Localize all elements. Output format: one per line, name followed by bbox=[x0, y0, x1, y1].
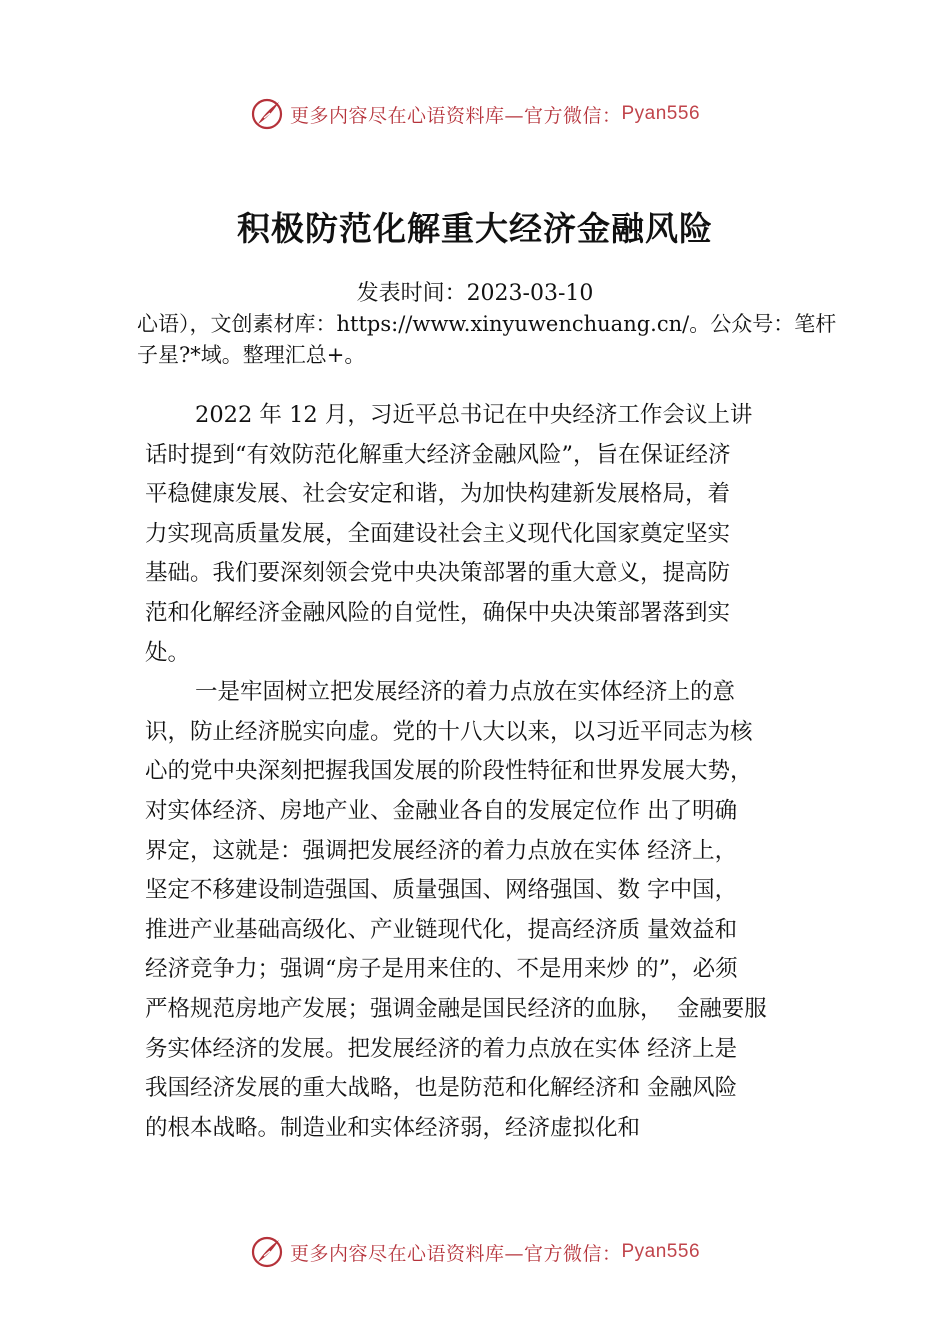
source-note: 心语），文创素材库：https://www.xinyuwenchuang.cn/。公众号：笔杆子星?*域。整理汇总+。 bbox=[137, 312, 837, 367]
wechat-id: Pyan556 bbox=[621, 103, 701, 124]
body-line: 推进产业基础高级化、产业链现代化，提高经济质 量效益和 bbox=[145, 916, 738, 943]
body-line: 范和化解经济金融风险的自觉性，确保中央决策部署落到实 bbox=[145, 599, 731, 626]
wechat-id: Pyan556 bbox=[621, 1241, 701, 1262]
banner-text: 更多内容尽在心语资料库—官方微信： bbox=[289, 104, 622, 127]
body-line: 处。 bbox=[145, 639, 191, 666]
body-line: 界定，这就是：强调把发展经济的着力点放在实体 经济上， bbox=[145, 837, 738, 864]
body-line: 心的党中央深刻把握我国发展的阶段性特征和世界发展大势， bbox=[145, 758, 753, 785]
body-line: 一是牢固树立把发展经济的着力点放在实体经济上的意 bbox=[195, 679, 736, 706]
publish-time: 发表时间：2023-03-10 bbox=[356, 281, 594, 306]
body-line: 务实体经济的发展。把发展经济的着力点放在实体 经济上是 bbox=[145, 1035, 738, 1062]
body-line: 话时提到“有效防范化解重大经济金融风险”，旨在保证经济 bbox=[145, 441, 731, 468]
body-line: 平稳健康发展、社会安定和谐，为加快构建新发展格局，着 bbox=[145, 481, 731, 508]
banner-text: 更多内容尽在心语资料库—官方微信： bbox=[289, 1242, 622, 1265]
quill-logo-icon bbox=[250, 1235, 284, 1269]
body-line: 2022 年 12 月，习近平总书记在中央经济工作会议上讲 bbox=[195, 402, 753, 428]
document-body bbox=[145, 396, 845, 1148]
body-line: 经济竞争力；强调“房子是用来住的、不是用来炒 的”，必须 bbox=[145, 956, 738, 983]
header-banner bbox=[0, 94, 950, 134]
body-line: 严格规范房地产发展；强调金融是国民经济的血脉， 金融要服 bbox=[145, 995, 767, 1022]
body-line: 识，防止经济脱实向虚。党的十八大以来，以习近平同志为核 bbox=[145, 718, 753, 745]
body-line: 力实现高质量发展，全面建设社会主义现代化国家奠定坚实 bbox=[145, 520, 731, 547]
body-line: 我国经济发展的重大战略，也是防范和化解经济和 金融风险 bbox=[145, 1075, 738, 1102]
quill-logo-icon bbox=[250, 97, 284, 131]
body-line: 基础。我们要深刻领会党中央决策部署的重大意义，提高防 bbox=[145, 560, 731, 587]
document-title: 积极防范化解重大经济金融风险 bbox=[237, 209, 713, 248]
body-line: 对实体经济、房地产业、金融业各自的发展定位作 出了明确 bbox=[145, 797, 738, 824]
body-line: 的根本战略。制造业和实体经济弱，经济虚拟化和 bbox=[145, 1114, 641, 1141]
body-line: 坚定不移建设制造强国、质量强国、网络强国、数 字中国， bbox=[145, 877, 738, 904]
footer-banner bbox=[0, 1232, 950, 1272]
